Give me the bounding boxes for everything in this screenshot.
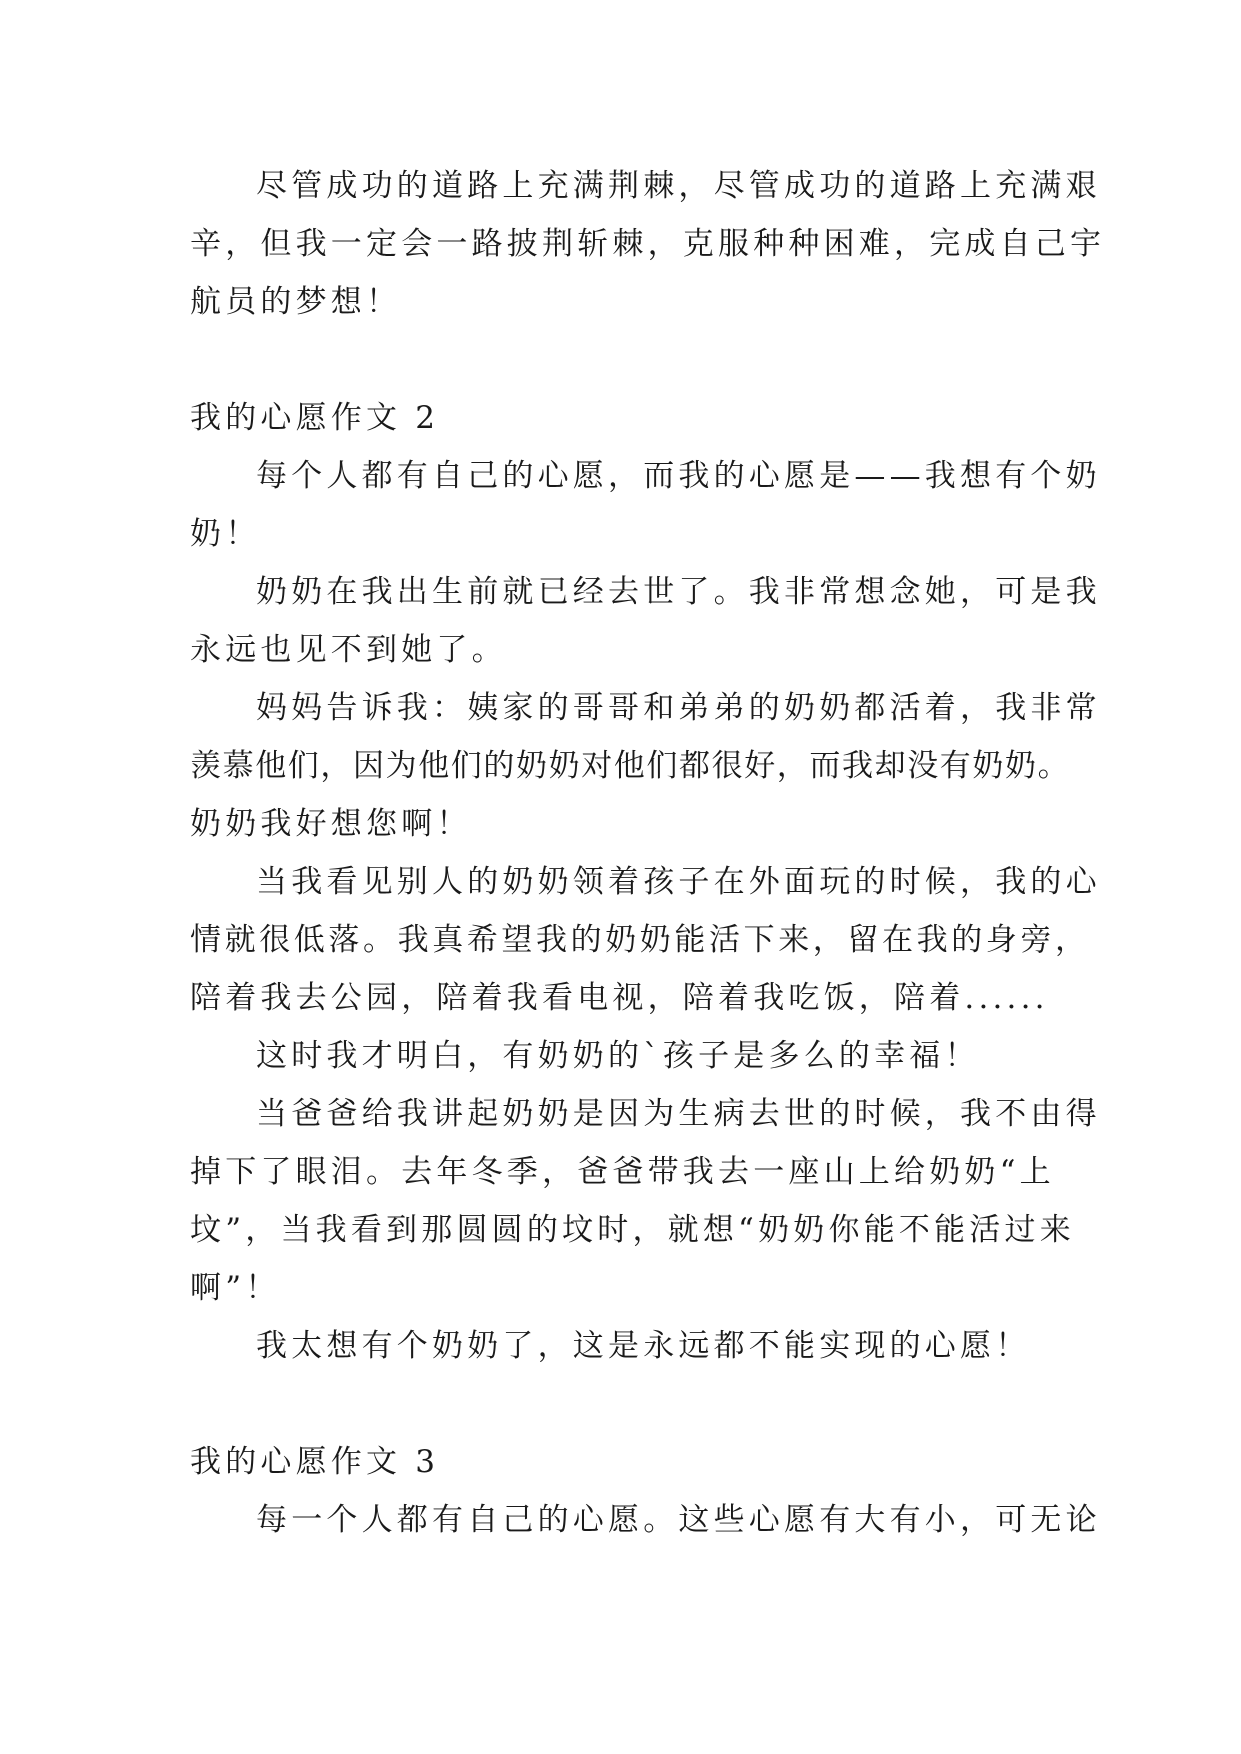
paragraph-line: 辛，但我一定会一路披荆斩棘，克服种种困难，完成自己宇 [190, 226, 1106, 262]
paragraph-line: 啊”！ [190, 1270, 281, 1306]
paragraph-line: 每个人都有自己的心愿，而我的心愿是——我想有个奶 [256, 458, 1101, 494]
paragraph-line: 当爸爸给我讲起奶奶是因为生病去世的时候，我不由得 [256, 1096, 1101, 1132]
paragraph-line: 羡慕他们，因为他们的奶奶对他们都很好，而我却没有奶奶。 [190, 748, 1071, 784]
section-heading: 我的心愿作文 3 [190, 1444, 440, 1480]
paragraph-line: 尽管成功的道路上充满荆棘，尽管成功的道路上充满艰 [256, 168, 1101, 204]
paragraph-line: 我太想有个奶奶了，这是永远都不能实现的心愿！ [256, 1328, 1031, 1364]
paragraph-line: 掉下了眼泪。去年冬季，爸爸带我去一座山上给奶奶“上 [190, 1154, 1055, 1190]
paragraph-line: 奶奶我好想您啊！ [190, 806, 472, 842]
paragraph-line: 奶奶在我出生前就已经去世了。我非常想念她，可是我 [256, 574, 1101, 610]
paragraph-line: 妈妈告诉我：姨家的哥哥和弟弟的奶奶都活着，我非常 [256, 690, 1101, 726]
paragraph-line: 奶！ [190, 516, 261, 552]
section-heading: 我的心愿作文 2 [190, 400, 440, 436]
paragraph-line: 航员的梦想！ [190, 284, 402, 320]
paragraph-line: 每一个人都有自己的心愿。这些心愿有大有小，可无论 [256, 1502, 1101, 1538]
paragraph-line: 当我看见别人的奶奶领着孩子在外面玩的时候，我的心 [256, 864, 1101, 900]
paragraph-line: 陪着我去公园，陪着我看电视，陪着我吃饭，陪着...... [190, 980, 1049, 1016]
paragraph-line: 情就很低落。我真希望我的奶奶能活下来，留在我的身旁， [190, 922, 1090, 958]
paragraph-line: 这时我才明白，有奶奶的`孩子是多么的幸福！ [256, 1038, 980, 1074]
paragraph-line: 坟”，当我看到那圆圆的坟时，就想“奶奶你能不能活过来 [190, 1212, 1075, 1248]
paragraph-line: 永远也见不到她了。 [190, 632, 507, 668]
